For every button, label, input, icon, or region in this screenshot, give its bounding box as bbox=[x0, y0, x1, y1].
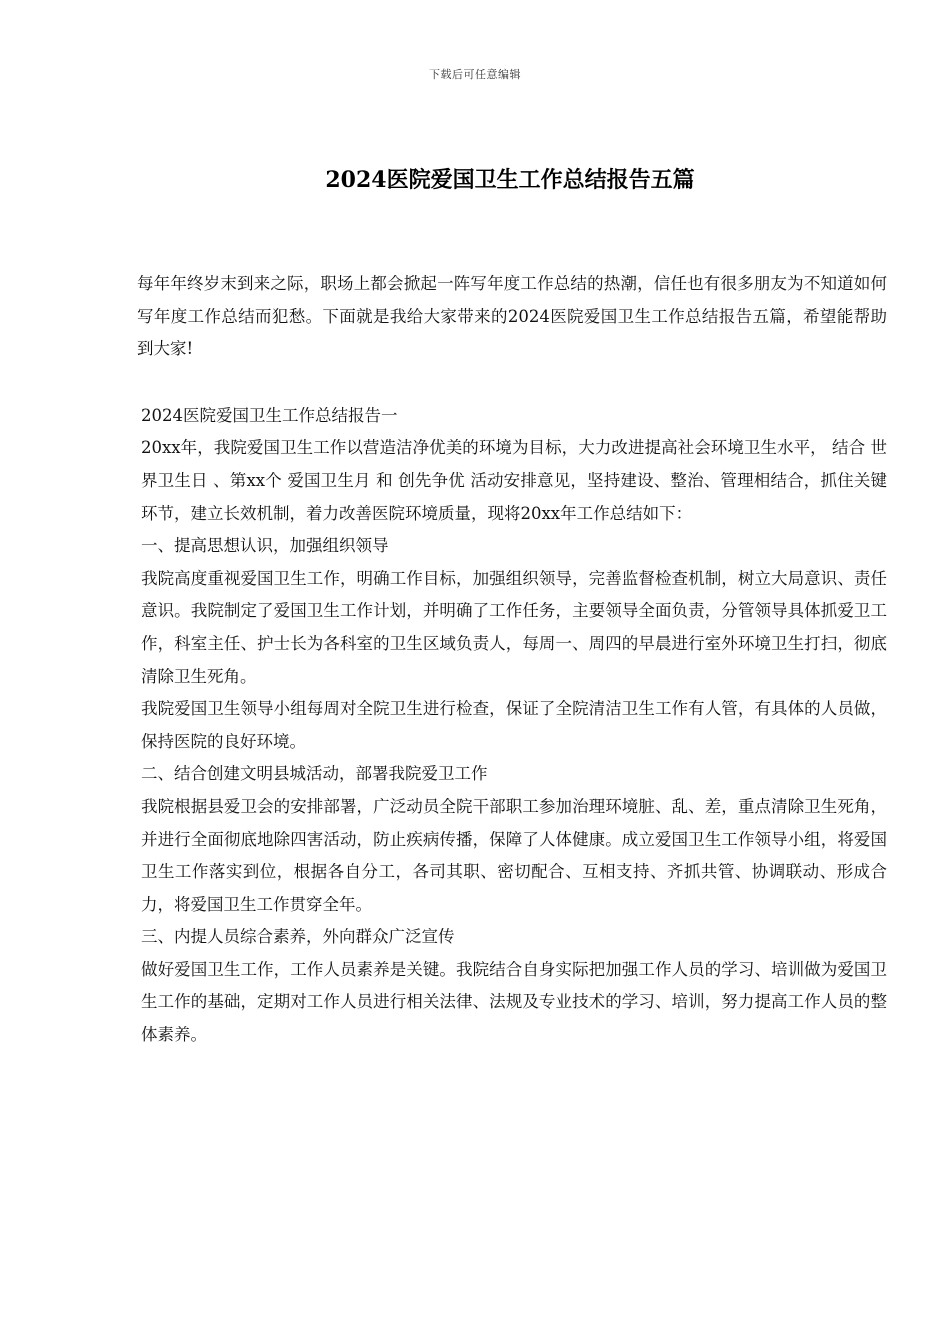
body-paragraph: 我院根据县爱卫会的安排部署，广泛动员全院干部职工参加治理环境脏、乱、差，重点清除卫生死角，并进行全面彻底地除四害活动，防止疾病传播，保障了人体健康。成立爱国卫生工作领导小组，将爱国卫生工作落实到位，根据各自分工，各司其职、密切配合、互相支持、齐抓共管、协调联动、形成合力，将爱国卫生工作贯穿全年。 bbox=[141, 796, 887, 914]
section-heading: 一、提高思想认识，加强组织领导 bbox=[141, 536, 389, 556]
document-title: 2024医院爱国卫生工作总结报告五篇 bbox=[325, 167, 695, 193]
body-paragraph: 我院高度重视爱国卫生工作，明确工作目标，加强组织领导，完善监督检查机制，树立大局意识、责任意识。我院制定了爱国卫生工作计划，并明确了工作任务，主要领导全面负责，分管领导具体抓爱卫工作，科室主任、护士长为各科室的卫生区域负责人，每周一、周四的早晨进行室外环境卫生打扫，彻底清除卫生死角。 bbox=[141, 568, 887, 686]
section-heading: 三、内提人员综合素养，外向群众广泛宣传 bbox=[141, 927, 455, 947]
report-heading: 2024医院爱国卫生工作总结报告一 bbox=[141, 405, 398, 425]
body-paragraph: 做好爱国卫生工作，工作人员素养是关键。我院结合自身实际把加强工作人员的学习、培训做为爱国卫生工作的基础，定期对工作人员进行相关法律、法规及专业技术的学习、培训，努力提高工作人员的整体素养。 bbox=[141, 959, 887, 1045]
intro-paragraph: 每年年终岁末到来之际，职场上都会掀起一阵写年度工作总结的热潮，信任也有很多朋友为不知道如何写年度工作总结而犯愁。下面就是我给大家带来的2024医院爱国卫生工作总结报告五篇，希望能帮助到大家! bbox=[137, 274, 887, 359]
body-paragraph: 我院爱国卫生领导小组每周对全院卫生进行检查，保证了全院清洁卫生工作有人管，有具体的人员做，保持医院的良好环境。 bbox=[141, 699, 887, 751]
page-header-note: 下载后可任意编辑 bbox=[429, 68, 521, 81]
body-paragraph: 20xx年，我院爱国卫生工作以营造洁净优美的环境为目标，大力改进提高社会环境卫生水平， 结合 世界卫生日 、第xx个 爱国卫生月 和 创先争优 活动安排意见，坚持建设、整治、管理相结合，抓住关键环节，建立长效机制，着力改善医院环境质量，现将20xx年工作总结如下： bbox=[141, 438, 887, 523]
document-body bbox=[137, 268, 887, 1052]
section-heading: 二、结合创建文明县城活动，部署我院爱卫工作 bbox=[141, 764, 488, 784]
